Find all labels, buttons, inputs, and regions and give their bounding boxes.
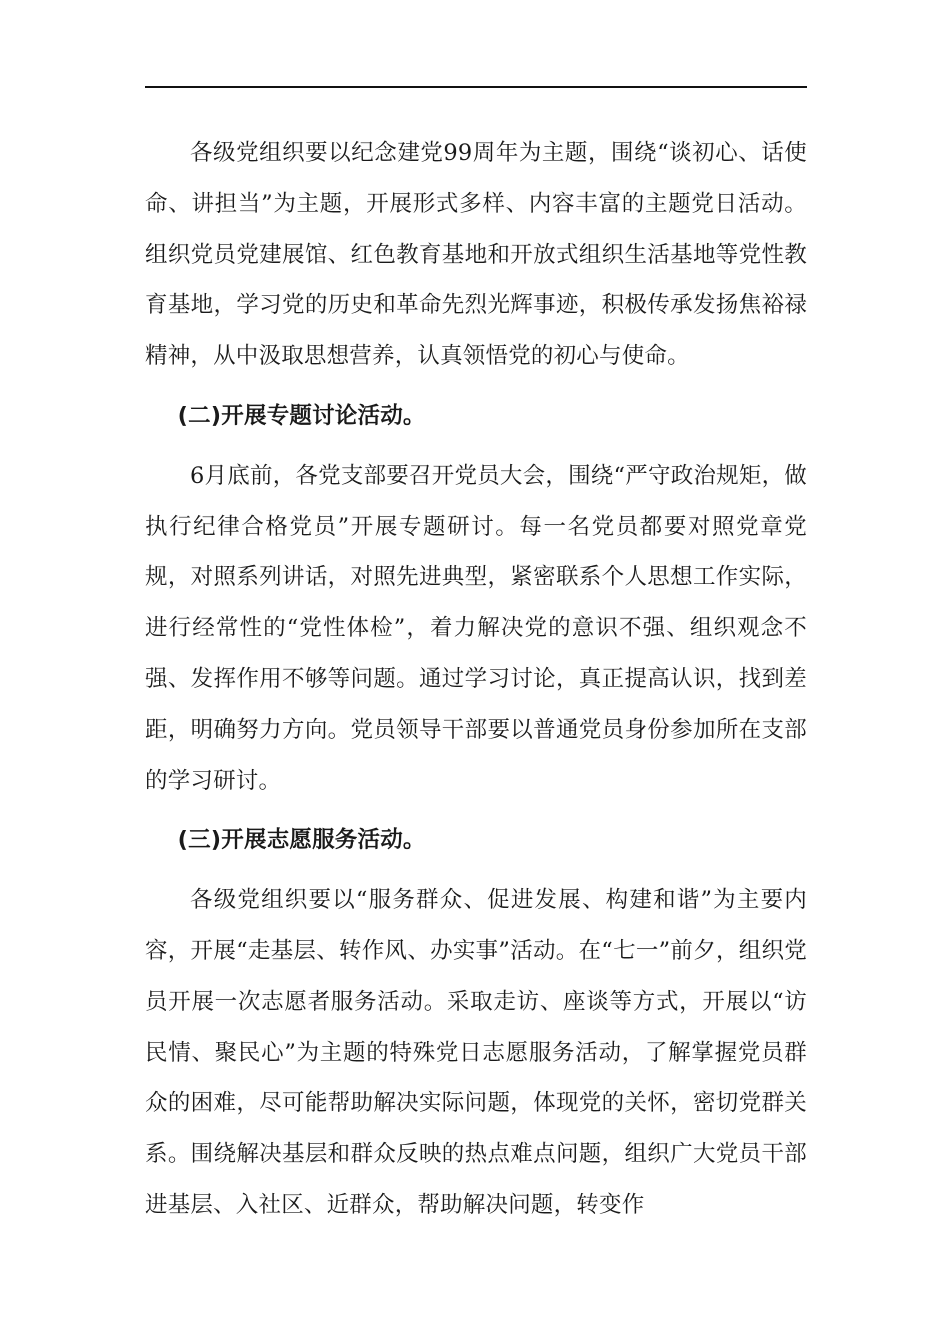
section-heading-2: (二)开展专题讨论活动。 bbox=[177, 402, 426, 429]
document-body bbox=[145, 128, 807, 1231]
section-heading-3: (三)开展志愿服务活动。 bbox=[177, 827, 426, 854]
body-paragraph-2: 6月底前，各党支部要召开党员大会，围绕“严守政治规矩，做执行纪律合格党员”开展专题研讨。每一名党员都要对照党章党规，对照系列讲话，对照先进典型，紧密联系个人思想工作实际，进行经常性的“党性体检”，着力解决党的意识不强、组织观念不强、发挥作用不够等问题。通过学习讨论，真正提高认识，找到差距，明确努力方向。党员领导干部要以普通党员身份参加所在支部的学习研讨。 bbox=[145, 462, 807, 794]
header-rule bbox=[145, 86, 807, 88]
body-paragraph-1: 各级党组织要以纪念建党99周年为主题，围绕“谈初心、话使命、讲担当”为主题，开展形式多样、内容丰富的主题党日活动。组织党员党建展馆、红色教育基地和开放式组织生活基地等党性教育基地，学习党的历史和革命先烈光辉事迹，积极传承发扬焦裕禄精神，从中汲取思想营养，认真领悟党的初心与使命。 bbox=[145, 140, 807, 370]
body-paragraph-3: 各级党组织要以“服务群众、促进发展、构建和谐”为主要内容，开展“走基层、转作风、办实事”活动。在“七一”前夕，组织党员开展一次志愿者服务活动。采取走访、座谈等方式，开展以“访民情、聚民心”为主题的特殊党日志愿服务活动，了解掌握党员群众的困难，尽可能帮助解决实际问题，体现党的关怀，密切党群关系。围绕解决基层和群众反映的热点难点问题，组织广大党员干部进基层、入社区、近群众，帮助解决问题，转变作 bbox=[145, 887, 807, 1218]
